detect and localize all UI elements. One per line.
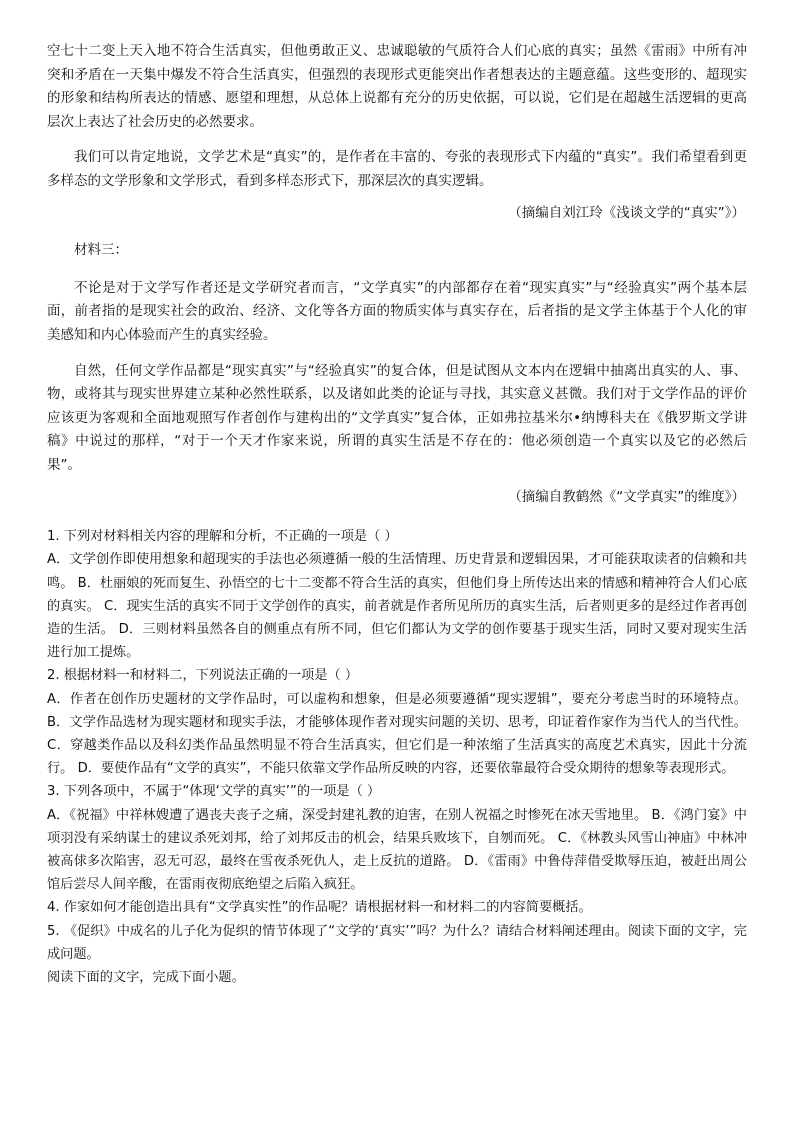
material-three-heading: 材料三： (74, 242, 128, 259)
question-3-stem: 3. 下列各项中，不属于“体现‘文学的真实’”的一项是（ ） (47, 784, 381, 800)
question-2-options: A．作者在创作历史题材的文学作品时，可以虚构和想象，但是必须要遵循“现实逻辑”，要充分考虑当时的环境特点。 B．文学作品选材为现实题材和现实手法，才能够体现作者对现实问题的关切、思考，印证着作家作为当代人的当代性。 C．穿越类作品以及科幻类作品虽然明显不符合生活真实，但它们是一种浓缩了生活真实的高度艺术真实，因此十分流行。 D．要使作品有“文学的真实”，不能只依靠文学作品所反映的内容，还要依靠最符合受众期待的想象等表现形式。 (47, 691, 747, 777)
paragraph-two-levels: 不论是对于文学写作者还是文学研究者而言，“文学真实”的内部都存在着“现实真实”与“经验真实”两个基本层面，前者指的是现实社会的政治、经济、文化等各方面的物质实体与真实存在，后者指的是文学主体基于个人化的审美感知和内心体验而产生的真实经验。 (47, 279, 747, 343)
paragraph-composite-truth: 自然，任何文学作品都是“现实真实”与“经验真实”的复合体，但是试图从文本内在逻辑中抽离出真实的人、事、物，或将其与现实世界建立某种必然性联系，以及诸如此类的论证与寻找，其实意义甚微。我们对于文学作品的评价应该更为客观和全面地观照写作者创作与建构出的“文学真实”复合体，正如弗拉基米尔•纳博科夫在《俄罗斯文学讲稿》中说过的那样，“对于一个天才作家来说，所谓的真实生活是不存在的：他必须创造一个真实以及它的必然后果”。 (47, 362, 747, 473)
question-1-stem: 1. 下列对材料相关内容的理解和分析，不正确的一项是（ ） (47, 529, 398, 545)
document-page (47, 40, 747, 989)
question-4-stem: 4. 作家如何才能创造出具有“文学真实性”的作品呢？请根据材料一和材料二的内容简要概括。 (47, 900, 592, 916)
source-citation-jiao: （摘编自教鹤然《“文学真实”的维度》） (508, 488, 745, 505)
paragraph-material-two-continued: 空七十二变上天入地不符合生活真实，但他勇敢正义、忠诚聪敏的气质符合人们心底的真实；虽然《雷雨》中所有冲突和矛盾在一天集中爆发不符合生活真实，但强烈的表现形式更能突出作者想表达的主题意蕴。这些变形的、超现实的形象和结构所表达的情感、愿望和理想，从总体上说都有充分的历史依据，可以说，它们是在超越生活逻辑的更高层次上表达了社会历史的必然要求。 (47, 43, 747, 130)
paragraph-literary-truth: 我们可以肯定地说，文学艺术是“真实”的，是作者在丰富的、夸张的表现形式下内蕴的“真实”。我们希望看到更多样态的文学形象和文学形式，看到多样态形式下，那深层次的真实逻辑。 (47, 149, 747, 189)
reading-instruction: 阅读下面的文字，完成下面小题。 (47, 969, 245, 985)
question-section (47, 525, 747, 989)
question-5-stem: 5. 《促织》中成名的儿子化为促织的情节体现了“文学的‘真实’”吗？为什么？请结合材料阐述理由。阅读下面的文字，完成问题。 (47, 923, 747, 962)
question-1-options: A．文学创作即使用想象和超现实的手法也必须遵循一般的生活情理、历史背景和逻辑因果，才可能获取读者的信赖和共鸣。 B．杜丽娘的死而复生、孙悟空的七十二变都不符合生活的真实，但他们身上所传达出来的情感和精神符合人们心底的真实。 C．现实生活的真实不同于文学创作的真实，前者就是作者所见所历的真实生活，后者则更多的是经过作者再创造的生活。 D．三则材料虽然各自的侧重点有所不同，但它们都认为文学的创作要基于现实生活，同时又要对现实生活进行加工提炼。 (47, 552, 747, 661)
question-3-options: A．《祝福》中祥林嫂遭了遇丧夫丧子之痛，深受封建礼教的迫害，在别人祝福之时惨死在冰天雪地里。 B．《鸿门宴》中项羽没有采纳谋士的建议杀死刘邦，给了刘邦反击的机会，结果兵败垓下，自刎而死。 C．《林教头风雪山神庙》中林冲被高俅多次陷害，忍无可忍，最终在雪夜杀死仇人，走上反抗的道路。 D．《雷雨》中鲁侍萍借受欺辱压迫，被赶出周公馆后尝尽人间辛酸，在雷雨夜彻底绝望之后陷入疯狂。 (47, 807, 747, 893)
question-2-stem: 2. 根据材料一和材料二，下列说法正确的一项是（ ） (47, 668, 359, 684)
source-citation-liu: （摘编自刘江玲《浅谈文学的“真实”》） (508, 204, 745, 221)
